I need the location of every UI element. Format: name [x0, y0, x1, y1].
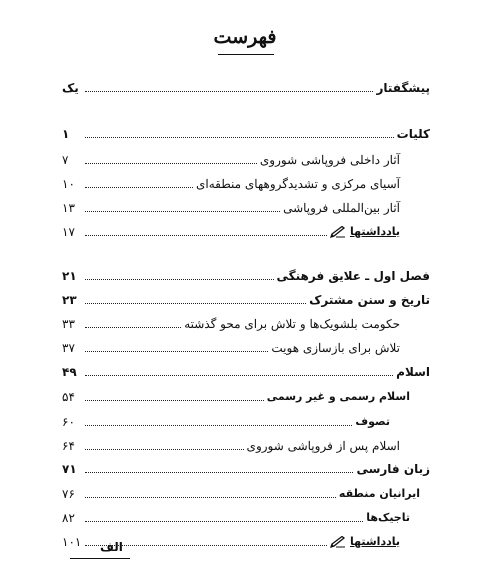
- toc-page-number: ۷۶: [62, 487, 75, 501]
- toc-entry: [62, 174, 400, 192]
- toc-entry: [62, 266, 430, 284]
- dot-leader: [85, 497, 336, 498]
- toc-page-number: ۱۰۱: [62, 535, 82, 549]
- toc-page-number: ۱۳: [62, 201, 75, 215]
- toc-page-number: ۲۱: [62, 269, 77, 283]
- dot-leader: [85, 163, 257, 164]
- toc-page-number: ۶۴: [62, 439, 75, 453]
- toc-entry-title: اسلام: [396, 365, 430, 379]
- dot-leader: [85, 449, 244, 450]
- toc-entry-title: تاجیک‌ها: [366, 511, 410, 524]
- toc-page-number: ۳۷: [62, 341, 75, 355]
- toc-entry-title: پیشگفتار: [376, 81, 430, 95]
- toc-entry: [62, 222, 400, 240]
- dot-leader: [85, 521, 363, 522]
- toc-page-number: ۷۱: [62, 462, 77, 476]
- toc-entry-title: زبان فارسی: [356, 462, 430, 476]
- toc-page-number: ۱۷: [62, 225, 75, 239]
- toc-entry-title: حکومت بلشویک‌ها و تلاش برای محو گذشته: [184, 317, 400, 331]
- dot-leader: [85, 351, 268, 352]
- toc-entry: [62, 78, 430, 96]
- dot-leader: [85, 137, 394, 138]
- toc-entry: [62, 150, 400, 168]
- toc-entry: [62, 124, 430, 142]
- toc-page-number: ۸۲: [62, 511, 75, 525]
- toc-page-number: ۶۰: [62, 415, 75, 429]
- footer-rule: [70, 558, 130, 559]
- toc-page-number: ۴۹: [62, 365, 77, 379]
- dot-leader: [85, 425, 352, 426]
- dot-leader: [85, 375, 393, 376]
- toc-entry-title: [327, 224, 400, 240]
- toc-entry: [62, 338, 400, 356]
- toc-entry-title: ایرانیان منطقه: [338, 487, 420, 500]
- toc-entry: [62, 436, 400, 454]
- toc-entry-title: تلاش برای بازسازی هویت: [271, 341, 400, 355]
- dot-leader: [85, 91, 373, 92]
- toc-page-number: ۱: [62, 127, 70, 141]
- toc-entry-title: تاریخ و سنن مشترک: [309, 293, 430, 307]
- toc-page-number: ۱۰: [62, 177, 75, 191]
- notes-label: یادداشتها: [349, 225, 400, 238]
- toc-entry: [62, 459, 430, 477]
- toc-entry-title: کلیات: [396, 127, 430, 141]
- title-underline: [218, 54, 274, 55]
- toc-entry: [62, 484, 420, 502]
- toc-entry: [62, 198, 400, 216]
- toc-page-number: ۵۴: [62, 390, 75, 404]
- dot-leader: [85, 303, 306, 304]
- toc-entry: [62, 362, 430, 380]
- toc-entry-title: اسلام رسمی و غیر رسمی: [266, 390, 410, 403]
- dot-leader: [85, 472, 353, 473]
- toc-entry-title: فصل اول ـ علایق فرهنگی: [276, 269, 430, 283]
- dot-leader: [85, 279, 274, 280]
- toc-entry: [62, 412, 390, 430]
- toc-page-number: ۲۳: [62, 293, 77, 307]
- toc-entry-title: آثار داخلی فروپاشی شوروی: [259, 153, 400, 167]
- toc-page-number: یک: [62, 81, 79, 95]
- toc-entry-title: آثار بین‌المللی فروپاشی: [283, 201, 400, 215]
- toc-entry-title: اسلام پس از فروپاشی شوروی: [246, 439, 400, 453]
- toc-entry-title: تصوف: [355, 415, 390, 428]
- dot-leader: [85, 235, 327, 236]
- page-number-footer: الف: [100, 540, 123, 554]
- dot-leader: [85, 400, 264, 401]
- toc-entry: [62, 314, 400, 332]
- toc-entry-title: [327, 534, 400, 550]
- toc-page-number: ۳۳: [62, 317, 75, 331]
- toc-entry-title: آسیای مرکزی و تشدیدگروههای منطقه‌ای: [195, 177, 400, 191]
- page-title: فهرست: [213, 26, 277, 48]
- pen-icon: [330, 536, 346, 548]
- dot-leader: [85, 327, 181, 328]
- toc-page-number: ۷: [62, 153, 69, 167]
- notes-label: یادداشتها: [349, 535, 400, 548]
- dot-leader: [85, 211, 280, 212]
- toc-entry: [62, 387, 410, 405]
- toc-entry: [62, 508, 410, 526]
- pen-icon: [330, 226, 346, 238]
- dot-leader: [85, 187, 193, 188]
- toc-entry: [62, 290, 430, 308]
